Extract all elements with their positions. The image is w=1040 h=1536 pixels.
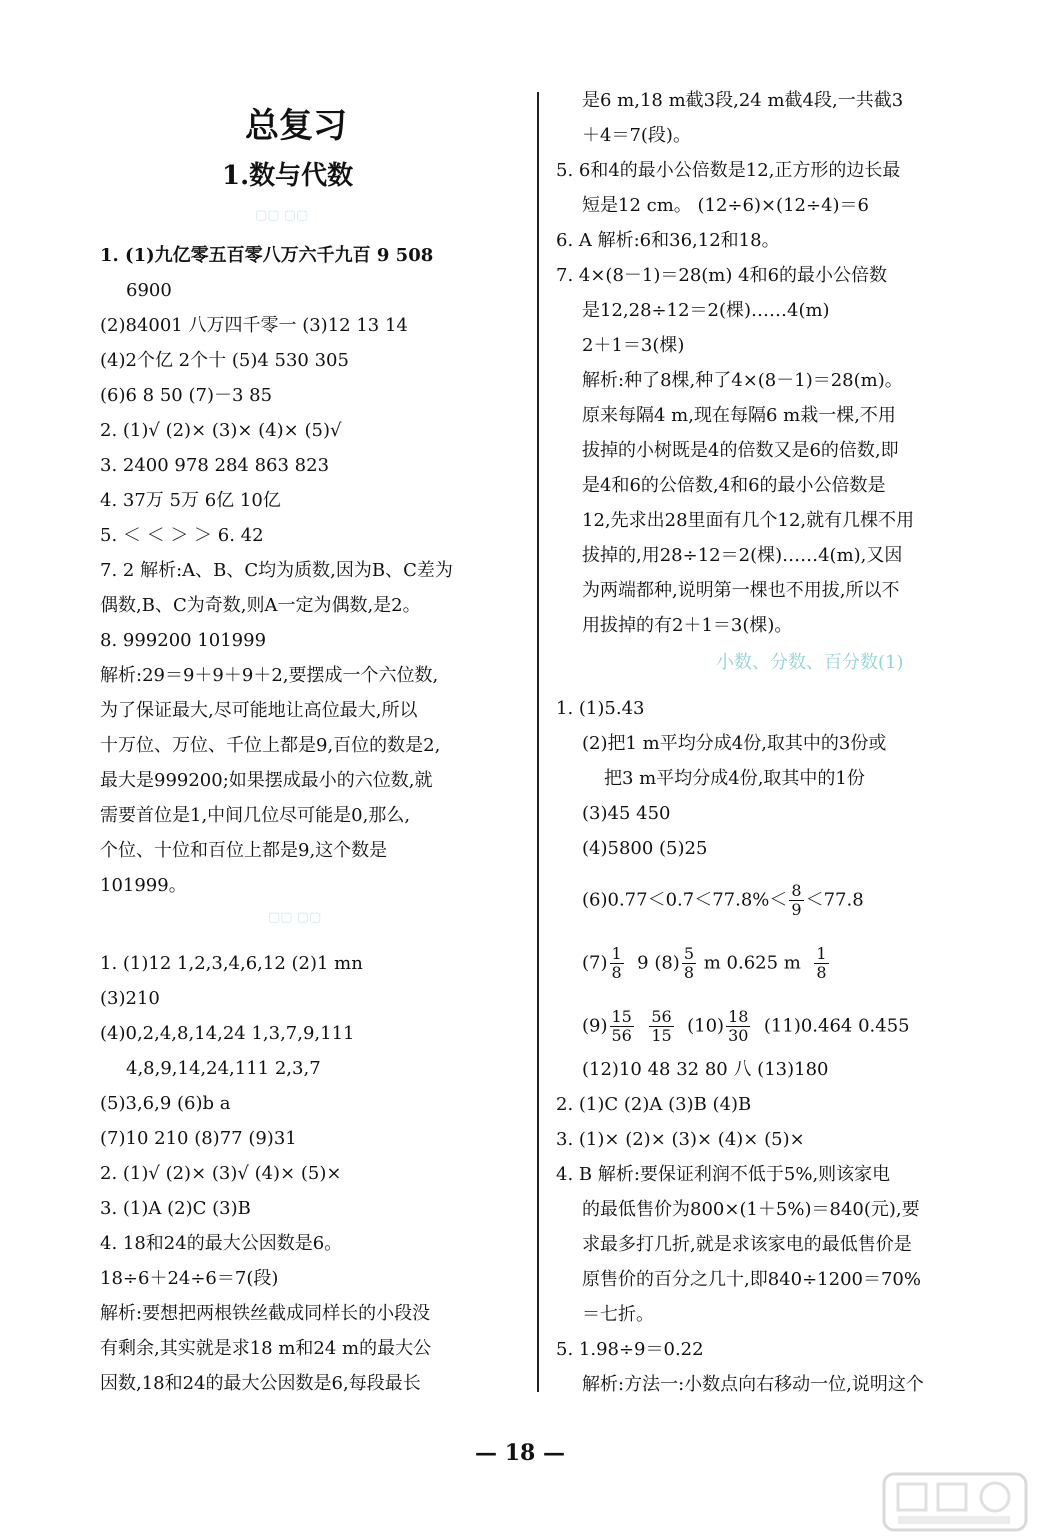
answer-line: (2)84001 八万四千零一 (3)12 13 14 xyxy=(100,315,408,336)
answer-line: 原售价的百分之几十,即840÷1200＝70% xyxy=(582,1269,921,1290)
answer-line: ＋4＝7(段)。 xyxy=(582,125,691,146)
section-subheading: 小数、分数、百分数(1) xyxy=(716,652,904,673)
fraction xyxy=(726,1008,750,1045)
answer-line: 短是12 cm。 (12÷6)×(12÷4)＝6 xyxy=(582,195,869,216)
answer-line: (2)把1 m平均分成4份,取其中的3份或 xyxy=(582,733,887,754)
answer-line: 是12,28÷12＝2(棵)……4(m) xyxy=(582,300,830,321)
answer-line: 4,8,9,14,24,111 2,3,7 xyxy=(126,1058,321,1079)
answer-line: 十万位、万位、千位上都是9,百位的数是2, xyxy=(100,735,441,756)
answer-line: 2. (1)C (2)A (3)B (4)B xyxy=(556,1094,752,1115)
answer-line: 个位、十位和百位上都是9,这个数是 xyxy=(100,840,388,861)
answer-line: 6. A 解析:6和36,12和18。 xyxy=(556,230,780,251)
answer-line: (4)2个亿 2个十 (5)4 530 305 xyxy=(100,350,349,371)
answer-line: 原来每隔4 m,现在每隔6 m栽一棵,不用 xyxy=(582,405,896,426)
page-number: — 18 — xyxy=(475,1440,565,1466)
inequality-text: (6)0.77＜0.7̇＜77.8%＜ xyxy=(582,889,788,911)
answer-line: 3. (1)× (2)× (3)× (4)× (5)× xyxy=(556,1129,805,1150)
item-label: (7) xyxy=(582,952,608,974)
numerator: 1 xyxy=(816,944,827,963)
section-title: 1.数与代数 xyxy=(222,161,354,191)
denominator: 56 xyxy=(611,1026,632,1045)
answer-line: 3. 2400 978 284 863 823 xyxy=(100,455,330,476)
answer-line: 1. (1)12 1,2,3,4,6,12 (2)1 mn xyxy=(100,953,363,974)
answer-line: 5. 6和4的最小公倍数是12,正方形的边长最 xyxy=(556,160,901,181)
answer-line: 8. 999200 101999 xyxy=(100,630,267,651)
faint-subheading: ▢▢ ▢▢ xyxy=(268,910,322,925)
fraction xyxy=(814,945,828,982)
answer-line: 是6 m,18 m截3段,24 m截4段,一共截3 xyxy=(582,90,904,111)
answer-line: 2. (1)√ (2)× (3)× (4)× (5)√ xyxy=(100,420,342,441)
item-label: (9) xyxy=(582,1015,608,1037)
item-text: 9 (8) xyxy=(637,952,680,974)
fraction xyxy=(610,945,624,982)
faint-subheading: ▢▢ ▢▢ xyxy=(255,208,309,223)
answer-line: (4)5800 (5)25 xyxy=(582,838,708,859)
watermark-logo xyxy=(880,1470,1030,1534)
answer-line: 解析:要想把两根铁丝截成同样长的小段没 xyxy=(100,1303,431,1324)
fraction xyxy=(682,945,696,982)
answer-line: 的最低售价为800×(1＋5%)＝840(元),要 xyxy=(582,1199,920,1220)
answer-line: 18÷6＋24÷6＝7(段) xyxy=(100,1268,279,1289)
answer-line: 有剩余,其实就是求18 m和24 m的最大公 xyxy=(100,1338,432,1359)
answer-line: (6)6 8 50 (7)－3 85 xyxy=(100,385,273,406)
answer-line: 为了保证最大,尽可能地让高位最大,所以 xyxy=(100,700,418,721)
answer-line: 解析:29＝9＋9＋9＋2,要摆成一个六位数, xyxy=(100,665,439,686)
answer-line: 拔掉的小树既是4的倍数又是6的倍数,即 xyxy=(582,440,899,461)
fraction xyxy=(610,1008,634,1045)
answer-line: 最大是999200;如果摆成最小的六位数,就 xyxy=(100,770,433,791)
numerator: 5 xyxy=(683,944,694,963)
answer-line: 4. 18和24的最大公因数是6。 xyxy=(100,1233,343,1254)
answer-line: 需要首位是1,中间几位尽可能是0,那么, xyxy=(100,805,411,826)
denominator: 9 xyxy=(791,900,802,919)
answer-line: (5)3,6,9 (6)b a xyxy=(100,1093,231,1114)
numerator: 15 xyxy=(611,1007,632,1026)
item-text: (11)0.464 0.455 xyxy=(763,1015,910,1037)
denominator: 8 xyxy=(611,963,622,982)
answer-line: (12)10 48 32 80 八 (13)180 xyxy=(582,1059,829,1080)
answer-line-fractions xyxy=(582,945,831,982)
answer-line: 解析:种了8棵,种了4×(8－1)＝28(m)。 xyxy=(582,370,903,391)
answer-line: 拔掉的,用28÷12＝2(棵)……4(m),又因 xyxy=(582,545,903,566)
answer-line: 偶数,B、C为奇数,则A一定为偶数,是2。 xyxy=(100,595,421,616)
inequality-text: ＜77.8 xyxy=(805,889,864,911)
answer-line: 把3 m平均分成4份,取其中的1份 xyxy=(604,768,865,789)
answer-line: 2. (1)√ (2)× (3)√ (4)× (5)× xyxy=(100,1163,342,1184)
denominator: 8 xyxy=(816,963,827,982)
answer-line: 2＋1＝3(棵) xyxy=(582,335,685,356)
answer-line: 为两端都种,说明第一棵也不用拔,所以不 xyxy=(582,580,900,601)
answer-line: (4)0,2,4,8,14,24 1,3,7,9,111 xyxy=(100,1023,355,1044)
numerator: 18 xyxy=(728,1007,749,1026)
answer-line: 4. 37万 5万 6亿 10亿 xyxy=(100,490,281,511)
numerator: 8 xyxy=(791,881,802,900)
item-label: (10) xyxy=(687,1015,725,1037)
answer-line: 3. (1)A (2)C (3)B xyxy=(100,1198,251,1219)
answer-line-fractions xyxy=(582,1008,910,1045)
answer-line: 5. 1.98÷9＝0.22 xyxy=(556,1339,704,1360)
answer-line: 12,先求出28里面有几个12,就有几棵不用 xyxy=(582,510,915,531)
item-text: m 0.625 m xyxy=(703,952,801,974)
column-divider xyxy=(537,92,539,1392)
numerator: 56 xyxy=(651,1007,672,1026)
answer-line: 4. B 解析:要保证利润不低于5%,则该家电 xyxy=(556,1164,891,1185)
fraction xyxy=(649,1008,673,1045)
denominator: 15 xyxy=(651,1026,672,1045)
answer-line: 7. 2 解析:A、B、C均为质数,因为B、C差为 xyxy=(100,560,453,581)
answer-line: 因数,18和24的最大公因数是6,每段最长 xyxy=(100,1373,421,1394)
denominator: 8 xyxy=(683,963,694,982)
answer-line: (3)45 450 xyxy=(582,803,671,824)
answer-line: 5. ＜ ＜ ＞ ＞ 6. 42 xyxy=(100,525,264,546)
answer-line: ＝七折。 xyxy=(582,1304,654,1325)
answer-line: 是4和6的公倍数,4和6的最小公倍数是 xyxy=(582,475,886,496)
answer-line: (7)10 210 (8)77 (9)31 xyxy=(100,1128,297,1149)
fraction xyxy=(789,882,803,919)
page-title: 总复习 xyxy=(245,106,347,146)
numerator: 1 xyxy=(611,944,622,963)
answer-line: 解析:方法一:小数点向右移动一位,说明这个 xyxy=(582,1374,924,1395)
answer-line: 用拔掉的有2＋1＝3(棵)。 xyxy=(582,615,793,636)
answer-line: 1. (1)5.43 xyxy=(556,698,645,719)
answer-line: 求最多打几折,就是求该家电的最低售价是 xyxy=(582,1234,912,1255)
answer-line-fractions xyxy=(582,882,864,919)
answer-line: 6900 xyxy=(126,280,172,301)
denominator: 30 xyxy=(728,1026,749,1045)
answer-line: 101999。 xyxy=(100,875,187,896)
answer-line: (3)210 xyxy=(100,988,160,1009)
answer-line: 7. 4×(8－1)＝28(m) 4和6的最小公倍数 xyxy=(556,265,888,286)
answer-line: 1. (1)九亿零五百零八万六千九百 9 508 xyxy=(100,245,434,266)
